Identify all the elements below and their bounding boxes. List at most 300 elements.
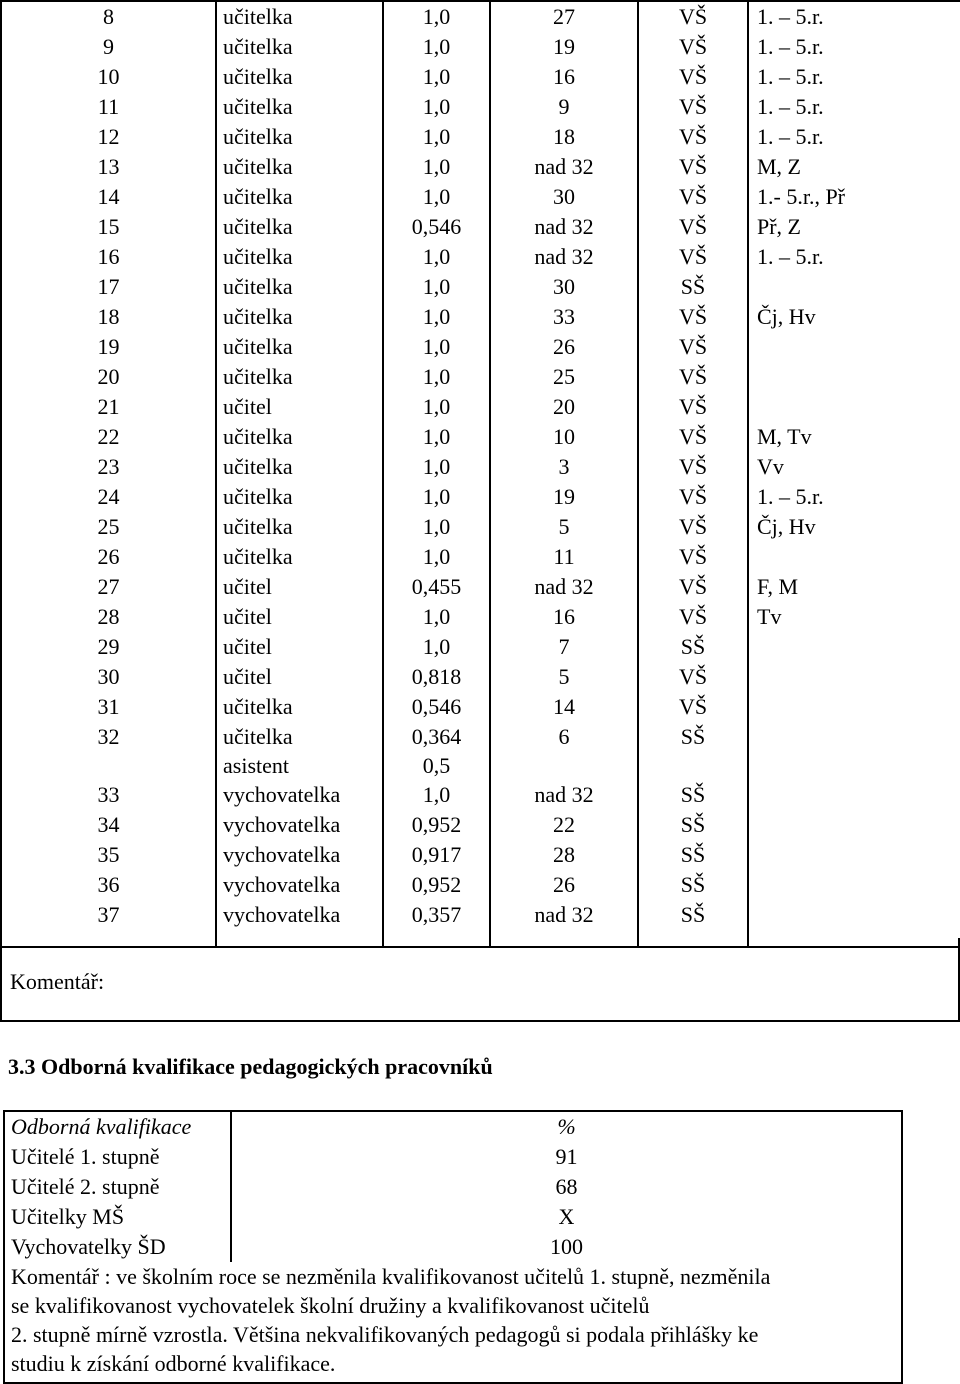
row-subjects: [748, 572, 960, 602]
row-education: [638, 92, 748, 122]
row-fte: [383, 840, 490, 870]
row-number: [1, 452, 216, 482]
row-subjects-text: 1.- 5.r., Př: [757, 184, 845, 209]
row-position: [216, 362, 383, 392]
row-years: [490, 212, 638, 242]
table-row: [1, 422, 960, 452]
qualification-header-label: Odborná kvalifikace: [5, 1112, 231, 1142]
row-number-text: 27: [97, 574, 120, 599]
row-fte: [383, 362, 490, 392]
row-position-text: učitelka: [223, 244, 293, 269]
row-number-text: 18: [97, 304, 120, 329]
row-education: [638, 870, 748, 900]
row-position-text: učitelka: [223, 334, 293, 359]
row-number-text: 13: [97, 154, 120, 179]
row-education-text: VŠ: [678, 574, 708, 599]
row-number: [1, 602, 216, 632]
row-number: [1, 182, 216, 212]
row-years: [490, 32, 638, 62]
row-number: [1, 692, 216, 722]
row-position-text: vychovatelka: [223, 812, 341, 837]
comment-label: Komentář:: [10, 969, 105, 994]
row-education-text: SŠ: [680, 782, 706, 807]
row-number: [1, 780, 216, 810]
table-row: [1, 870, 960, 900]
row-subjects-text: 1. – 5.r.: [757, 124, 824, 149]
row-fte-text: 1,0: [422, 244, 451, 269]
table-row: [1, 900, 960, 930]
row-years-text: 20: [553, 394, 575, 419]
table-row: [1, 1, 960, 32]
row-education-text: VŠ: [678, 94, 708, 119]
row-years: [490, 602, 638, 632]
row-education: [638, 272, 748, 302]
row-education-text: SŠ: [680, 842, 706, 867]
row-fte-text: 1,0: [422, 514, 451, 539]
row-fte-text: 1,0: [422, 304, 451, 329]
row-education-text: VŠ: [678, 4, 708, 29]
row-position-text: učitel: [223, 604, 272, 629]
row-number-text: 25: [97, 514, 120, 539]
row-fte: [383, 810, 490, 840]
row-position: [216, 692, 383, 722]
row-number: [1, 332, 216, 362]
row-subjects: [748, 722, 960, 780]
row-fte-text: 1,0: [422, 604, 451, 629]
row-position: [216, 602, 383, 632]
row-position-text: učitelka: [223, 694, 293, 719]
row-education: [638, 212, 748, 242]
table-row: [1, 692, 960, 722]
row-subjects: [748, 780, 960, 810]
row-education: [638, 62, 748, 92]
row-education-text: VŠ: [678, 484, 708, 509]
row-education-text: VŠ: [678, 544, 708, 569]
row-years-text: 26: [553, 872, 575, 897]
row-number: [1, 212, 216, 242]
row-number: [1, 810, 216, 840]
row-subjects: [748, 632, 960, 662]
row-subjects: [748, 482, 960, 512]
row-subjects-text: F, M: [757, 574, 799, 599]
row-years: [490, 92, 638, 122]
row-years: [490, 692, 638, 722]
row-years: [490, 152, 638, 182]
row-fte: [383, 122, 490, 152]
row-position: [216, 32, 383, 62]
row-subjects-text: Tv: [757, 604, 782, 629]
row-position-text: učitelka: [223, 424, 293, 449]
row-number-text: 36: [97, 872, 120, 897]
row-education-text: VŠ: [678, 244, 708, 269]
row-subjects: [748, 422, 960, 452]
row-education-text: SŠ: [680, 872, 706, 897]
row-education: [638, 572, 748, 602]
table-row: [1, 602, 960, 632]
table-row: [1, 780, 960, 810]
row-fte: [383, 212, 490, 242]
row-years-text: 30: [553, 184, 575, 209]
row-education: [638, 302, 748, 332]
row-years: [490, 392, 638, 422]
qualification-row: [5, 1232, 901, 1262]
row-education: [638, 602, 748, 632]
row-years-text: 26: [553, 334, 575, 359]
row-number: [1, 422, 216, 452]
row-fte-text: 1,0: [422, 4, 451, 29]
row-years: [490, 242, 638, 272]
row-years: [490, 900, 638, 930]
row-years: [490, 512, 638, 542]
row-fte: [383, 92, 490, 122]
row-fte-text: 0,546: [411, 694, 462, 719]
row-position-text: učitel: [223, 634, 272, 659]
row-number-text: 8: [103, 4, 114, 29]
row-years: [490, 780, 638, 810]
row-position: [216, 722, 383, 780]
row-years: [490, 632, 638, 662]
table-row: [1, 32, 960, 62]
row-fte: [383, 452, 490, 482]
row-years-text: 7: [558, 634, 570, 659]
row-number: [1, 362, 216, 392]
row-years: [490, 182, 638, 212]
row-position-text: učitel: [223, 394, 272, 419]
row-education: [638, 662, 748, 692]
row-fte-text: 1,0: [422, 394, 451, 419]
row-years: [490, 272, 638, 302]
row-years-text: 6: [558, 724, 570, 749]
row-position: [216, 542, 383, 572]
row-position-text: učitelka: [223, 544, 293, 569]
qualification-row: [5, 1142, 901, 1172]
row-position: [216, 900, 383, 930]
row-education-text: VŠ: [678, 364, 708, 389]
row-years-text: nad 32: [534, 574, 594, 599]
table-row: [1, 482, 960, 512]
row-subjects: [748, 840, 960, 870]
row-position-text: učitel: [223, 664, 272, 689]
row-years-text: 16: [553, 604, 575, 629]
row-position-text: učitel: [223, 574, 272, 599]
row-number: [1, 1, 216, 32]
row-years-text: 22: [553, 812, 575, 837]
row-subjects: [748, 810, 960, 840]
row-number: [1, 900, 216, 930]
row-number: [1, 272, 216, 302]
table-row: [1, 362, 960, 392]
row-fte: [383, 632, 490, 662]
table-row: [1, 242, 960, 272]
row-fte-text: 1,0: [422, 454, 451, 479]
row-education: [638, 722, 748, 780]
row-education: [638, 810, 748, 840]
row-subjects: [748, 602, 960, 632]
row-subjects: [748, 182, 960, 212]
row-fte: [383, 32, 490, 62]
row-education: [638, 422, 748, 452]
row-education: [638, 122, 748, 152]
qualification-value: 68: [555, 1174, 578, 1199]
row-position: [216, 662, 383, 692]
row-position-text: učitelka: [223, 484, 293, 509]
row-number: [1, 722, 216, 780]
row-position-text: učitelka: [223, 514, 293, 539]
section-heading: 3.3 Odborná kvalifikace pedagogických pracovníků: [8, 1054, 493, 1079]
row-position: [216, 1, 383, 32]
qualification-box: [3, 1110, 903, 1384]
row-subjects-text: M, Z: [757, 154, 801, 179]
row-fte-text: 1,0: [422, 184, 451, 209]
row-fte-text: 1,0: [422, 154, 451, 179]
comment-line: studiu k získání odborné kvalifikace.: [11, 1351, 336, 1376]
row-fte-text: 1,0: [422, 424, 451, 449]
row-number-text: 33: [97, 782, 120, 807]
table-row: [1, 392, 960, 422]
row-number-text: 37: [97, 902, 120, 927]
row-subjects-text: 1. – 5.r.: [757, 4, 824, 29]
row-years: [490, 722, 638, 780]
row-education: [638, 542, 748, 572]
qualification-row: [5, 1172, 901, 1202]
row-position: [216, 840, 383, 870]
row-subjects: [748, 362, 960, 392]
table-row: [1, 152, 960, 182]
row-education-text: VŠ: [678, 304, 708, 329]
row-years: [490, 452, 638, 482]
row-position-text: učitelka: [223, 154, 293, 179]
qualification-value: X: [558, 1204, 575, 1229]
comment-box: [0, 938, 960, 1022]
row-position: [216, 62, 383, 92]
row-fte-text: 1,0: [422, 544, 451, 569]
row-position: [216, 422, 383, 452]
row-fte: [383, 780, 490, 810]
row-fte-secondary: 0,5: [422, 753, 451, 778]
row-education-text: VŠ: [678, 454, 708, 479]
comment-line: se kvalifikovanost vychovatelek školní družiny a kvalifikovanost učitelů: [11, 1293, 650, 1318]
row-number: [1, 32, 216, 62]
row-number-text: 32: [97, 724, 120, 749]
qualification-table-body: [5, 1112, 901, 1262]
row-education: [638, 332, 748, 362]
row-education-text: VŠ: [678, 34, 708, 59]
row-number-text: 20: [97, 364, 120, 389]
table-row: [1, 662, 960, 692]
table-row: [1, 542, 960, 572]
row-position: [216, 242, 383, 272]
row-position: [216, 870, 383, 900]
row-position-text: učitelka: [223, 274, 293, 299]
row-education: [638, 482, 748, 512]
row-subjects-text: 1. – 5.r.: [757, 64, 824, 89]
row-position: [216, 212, 383, 242]
table-row: [1, 722, 960, 780]
table-row: [1, 92, 960, 122]
row-fte-text: 0,952: [411, 812, 462, 837]
qualification-header-row: [5, 1112, 901, 1142]
row-position-text: učitelka: [223, 364, 293, 389]
qualification-comment: [5, 1262, 901, 1382]
row-number: [1, 152, 216, 182]
row-subjects: [748, 212, 960, 242]
row-fte-text: 0,357: [411, 902, 462, 927]
table-row: [1, 452, 960, 482]
row-position-secondary: asistent: [223, 753, 289, 778]
row-number: [1, 482, 216, 512]
qualification-row: [5, 1202, 901, 1232]
row-position-text: učitelka: [223, 454, 293, 479]
row-fte-text: 1,0: [422, 782, 451, 807]
row-education: [638, 692, 748, 722]
row-years: [490, 840, 638, 870]
row-subjects: [748, 542, 960, 572]
row-subjects: [748, 662, 960, 692]
row-number-text: 19: [97, 334, 120, 359]
row-number-text: 11: [97, 94, 120, 119]
row-number: [1, 662, 216, 692]
row-position: [216, 632, 383, 662]
row-fte-text: 0,917: [411, 842, 462, 867]
row-years-text: 9: [558, 94, 570, 119]
row-years: [490, 1, 638, 32]
row-education-text: VŠ: [678, 154, 708, 179]
row-years-text: nad 32: [534, 214, 594, 239]
row-education: [638, 392, 748, 422]
row-subjects-text: 1. – 5.r.: [757, 484, 824, 509]
row-years-text: 27: [553, 4, 575, 29]
row-number: [1, 512, 216, 542]
row-years-text: 28: [553, 842, 575, 867]
row-position: [216, 92, 383, 122]
row-education: [638, 840, 748, 870]
row-education: [638, 32, 748, 62]
row-number: [1, 302, 216, 332]
row-subjects: [748, 92, 960, 122]
row-subjects: [748, 692, 960, 722]
qualification-label: Vychovatelky ŠD: [5, 1232, 231, 1262]
row-fte-text: 0,364: [411, 724, 462, 749]
row-years-text: nad 32: [534, 154, 594, 179]
row-position: [216, 482, 383, 512]
row-fte: [383, 182, 490, 212]
row-education: [638, 452, 748, 482]
row-position-text: vychovatelka: [223, 782, 341, 807]
row-number: [1, 632, 216, 662]
row-position: [216, 572, 383, 602]
row-number-text: 31: [97, 694, 120, 719]
qualification-label: Učitelé 2. stupně: [5, 1172, 231, 1202]
row-years-text: 33: [553, 304, 575, 329]
row-subjects: [748, 272, 960, 302]
row-number: [1, 92, 216, 122]
row-position-text: vychovatelka: [223, 872, 341, 897]
row-education-text: VŠ: [678, 604, 708, 629]
row-number: [1, 122, 216, 152]
row-years: [490, 362, 638, 392]
table-row: [1, 810, 960, 840]
row-position-text: učitelka: [223, 34, 293, 59]
row-fte-text: 0,546: [411, 214, 462, 239]
row-education-text: SŠ: [680, 812, 706, 837]
row-position: [216, 810, 383, 840]
row-position: [216, 780, 383, 810]
row-years-text: 3: [558, 454, 570, 479]
row-fte-text: 1,0: [422, 94, 451, 119]
row-years-text: 14: [553, 694, 575, 719]
table-row: [1, 272, 960, 302]
row-position-text: vychovatelka: [223, 842, 341, 867]
row-fte-text: 1,0: [422, 334, 451, 359]
row-fte: [383, 332, 490, 362]
row-position: [216, 122, 383, 152]
row-education: [638, 780, 748, 810]
row-number-text: 21: [97, 394, 120, 419]
row-education-text: VŠ: [678, 694, 708, 719]
row-subjects: [748, 332, 960, 362]
row-education-text: SŠ: [680, 274, 706, 299]
table-row: [1, 122, 960, 152]
row-fte: [383, 62, 490, 92]
row-years-text: 5: [558, 514, 570, 539]
row-subjects: [748, 242, 960, 272]
row-fte: [383, 242, 490, 272]
row-number-text: 26: [97, 544, 120, 569]
table-row: [1, 212, 960, 242]
row-number-text: 28: [97, 604, 120, 629]
row-fte: [383, 722, 490, 780]
row-education-text: SŠ: [680, 902, 706, 927]
row-subjects-text: 1. – 5.r.: [757, 94, 824, 119]
row-position: [216, 152, 383, 182]
row-position: [216, 272, 383, 302]
row-number-text: 34: [97, 812, 120, 837]
row-subjects-text: Čj, Hv: [757, 514, 816, 539]
staff-table-body: [1, 1, 960, 947]
qualification-value: 91: [555, 1144, 578, 1169]
row-years-text: 16: [553, 64, 575, 89]
row-number: [1, 242, 216, 272]
row-fte: [383, 662, 490, 692]
row-fte-text: 1,0: [422, 634, 451, 659]
row-years-text: 11: [553, 544, 575, 569]
row-fte: [383, 272, 490, 302]
row-education: [638, 242, 748, 272]
row-years: [490, 870, 638, 900]
row-years-text: 18: [553, 124, 575, 149]
row-subjects-text: Vv: [757, 454, 784, 479]
table-row: [1, 302, 960, 332]
row-position-text: učitelka: [223, 214, 293, 239]
row-subjects-text: 1. – 5.r.: [757, 34, 824, 59]
row-number-text: 30: [97, 664, 120, 689]
row-years: [490, 302, 638, 332]
row-position: [216, 182, 383, 212]
row-education-text: VŠ: [678, 514, 708, 539]
row-education: [638, 1, 748, 32]
row-number-text: 17: [97, 274, 120, 299]
row-years-text: nad 32: [534, 782, 594, 807]
comment-line: 2. stupně mírně vzrostla. Většina nekvalifikovaných pedagogů si podala přihlášky ke: [11, 1322, 759, 1347]
table-row: [1, 840, 960, 870]
row-fte: [383, 900, 490, 930]
row-education-text: VŠ: [678, 64, 708, 89]
row-position: [216, 452, 383, 482]
row-years-text: 5: [558, 664, 570, 689]
row-position-text: učitelka: [223, 184, 293, 209]
qualification-table: [5, 1112, 901, 1262]
row-subjects: [748, 1, 960, 32]
